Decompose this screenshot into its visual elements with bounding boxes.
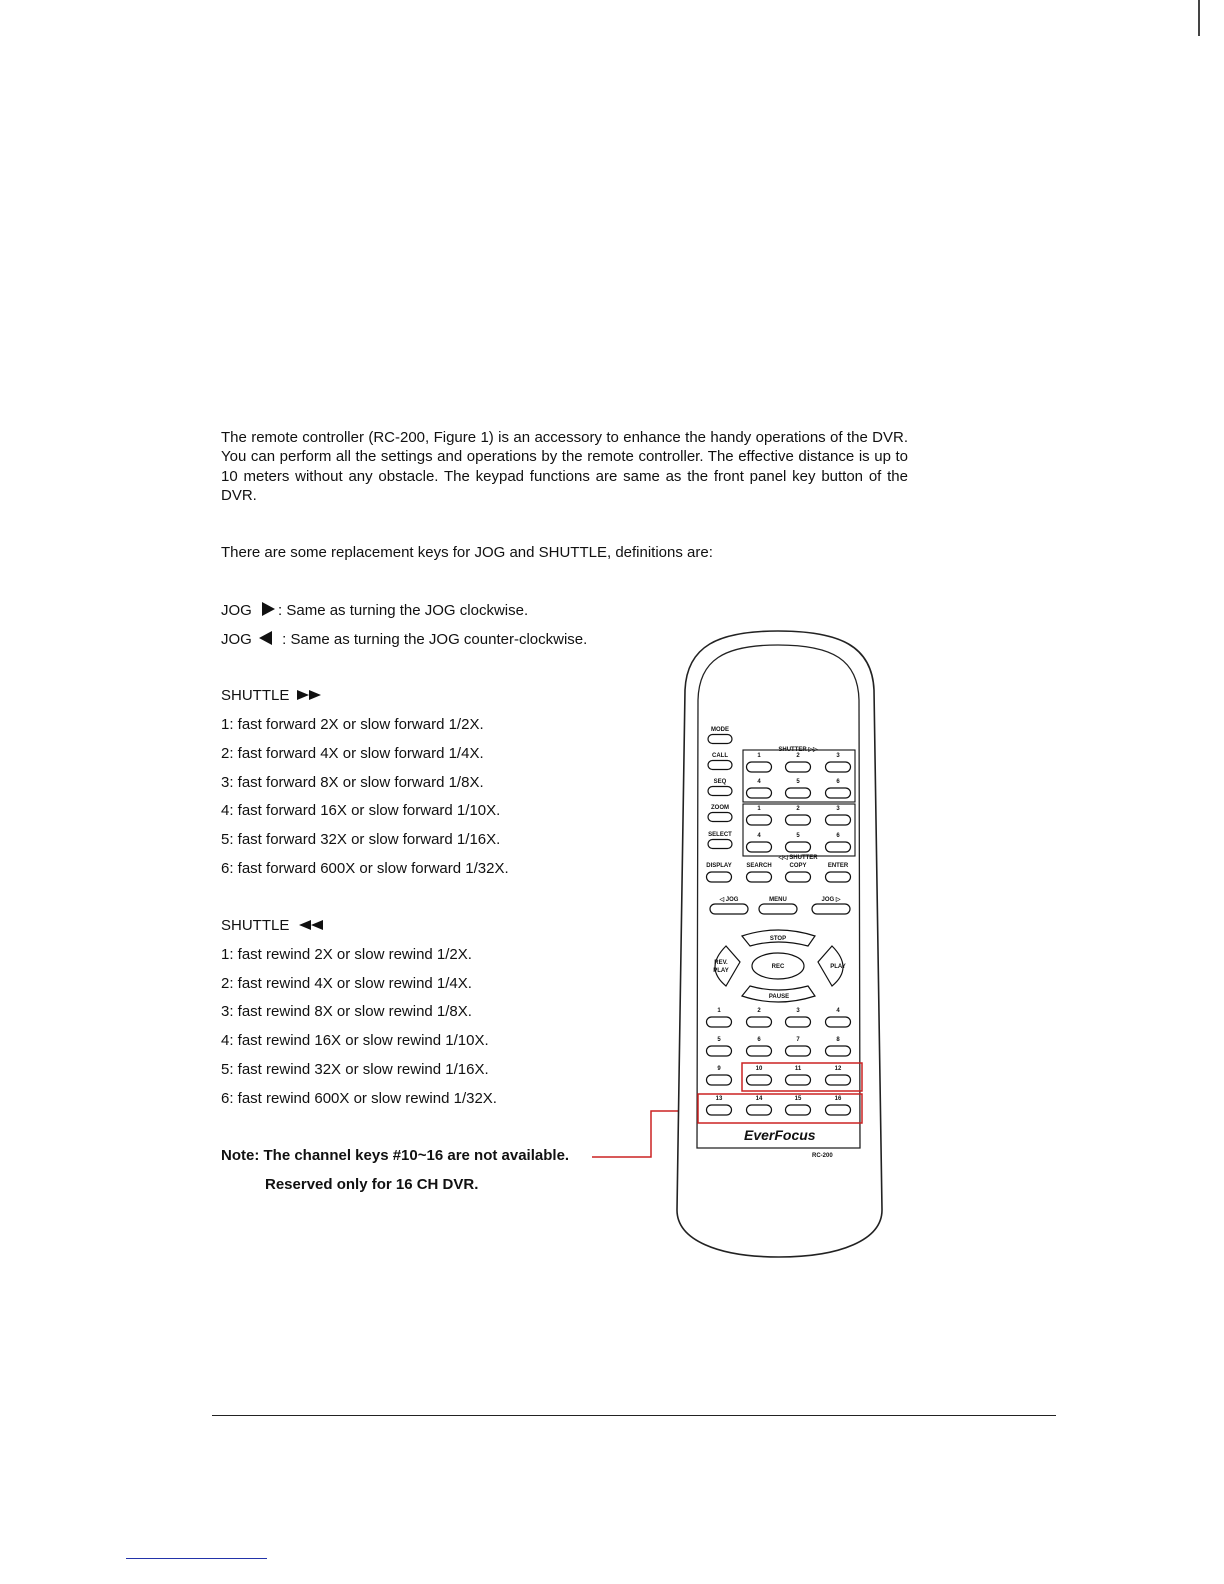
side-key-call[interactable] <box>708 761 732 770</box>
key-label: CALL <box>712 753 728 759</box>
channel-key-5[interactable] <box>707 1046 732 1056</box>
shutter-forward-key-5[interactable] <box>786 788 811 798</box>
key-label: SHUTTER ▷▷ <box>778 747 818 753</box>
replacement-keys-intro: There are some replacement keys for JOG and SHUTTLE, definitions are: <box>221 544 713 561</box>
key-label: SELECT <box>708 832 732 838</box>
key-label: ZOOM <box>711 805 729 811</box>
key-label: ◁ JOG <box>719 897 739 903</box>
key-label: MENU <box>769 897 787 903</box>
function-key-enter[interactable] <box>826 872 851 882</box>
key-label: PLAY <box>713 968 729 974</box>
shuttle-forward-label: SHUTTLE <box>221 687 290 704</box>
list-item: 1: fast rewind 2X or slow rewind 1/2X. <box>221 946 472 963</box>
key-label: 5 <box>796 833 800 839</box>
key-label: 14 <box>755 1096 763 1102</box>
jog-key-0[interactable] <box>710 904 748 914</box>
note-line-1: Note: The channel keys #10~16 are not available. <box>221 1147 570 1164</box>
side-key-select[interactable] <box>708 840 732 849</box>
key-label: 1 <box>717 1008 721 1014</box>
shutter-rewind-key-3[interactable] <box>826 815 851 825</box>
key-label: DISPLAY <box>706 863 732 869</box>
shutter-forward-key-3[interactable] <box>826 762 851 772</box>
key-label: 4 <box>757 833 761 839</box>
channel-key-10[interactable] <box>747 1075 772 1085</box>
key-label: 1 <box>757 806 761 812</box>
key-label: COPY <box>789 863 807 869</box>
key-label: 11 <box>794 1066 802 1072</box>
shutter-rewind-key-1[interactable] <box>747 815 772 825</box>
key-label: MODE <box>711 727 729 733</box>
list-item: 2: fast forward 4X or slow forward 1/4X. <box>221 745 484 762</box>
note-line-2: Reserved only for 16 CH DVR. <box>265 1176 479 1193</box>
side-key-seq[interactable] <box>708 787 732 796</box>
jog-key-2[interactable] <box>812 904 850 914</box>
key-label: 5 <box>796 779 800 785</box>
key-label: ENTER <box>827 863 849 869</box>
key-label: PAUSE <box>768 994 790 1000</box>
key-label: 6 <box>836 833 840 839</box>
key-label: STOP <box>769 936 787 942</box>
key-label: 13 <box>715 1096 723 1102</box>
key-label: 6 <box>836 779 840 785</box>
list-item: 2: fast rewind 4X or slow rewind 1/4X. <box>221 975 472 992</box>
key-label: 1 <box>757 753 761 759</box>
jog-label: JOG <box>221 602 252 619</box>
side-key-mode[interactable] <box>708 735 732 744</box>
list-item: 6: fast rewind 600X or slow rewind 1/32X. <box>221 1090 497 1107</box>
channel-key-2[interactable] <box>747 1017 772 1027</box>
jog-label: JOG <box>221 631 252 648</box>
list-item: 3: fast rewind 8X or slow rewind 1/8X. <box>221 1003 472 1020</box>
footer-rule <box>212 1415 1056 1416</box>
intro-paragraph: The remote controller (RC-200, Figure 1) is an accessory to enhance the handy operations of the DVR. You can perform all the settings and operations by the remote controller. The effective distance is up to 10 meters without any obstacle. The keypad functions are same as the front panel key button of the DVR. <box>221 429 908 504</box>
shutter-rewind-key-4[interactable] <box>747 842 772 852</box>
footnote-rule <box>126 1558 267 1559</box>
jog-counterclockwise-text: : Same as turning the JOG counter-clockwise. <box>278 631 588 648</box>
key-label: 5 <box>717 1037 721 1043</box>
key-label: JOG ▷ <box>821 897 841 903</box>
key-label: 10 <box>755 1066 763 1072</box>
list-item: 4: fast rewind 16X or slow rewind 1/10X. <box>221 1032 489 1049</box>
key-label: 16 <box>834 1096 842 1102</box>
jog-clockwise-text: : Same as turning the JOG clockwise. <box>278 602 529 619</box>
channel-key-7[interactable] <box>786 1046 811 1056</box>
list-item: 1: fast forward 2X or slow forward 1/2X. <box>221 716 484 733</box>
key-label: 3 <box>796 1008 800 1014</box>
shuttle-rewind-label: SHUTTLE <box>221 917 290 934</box>
brand-logo: EverFocus <box>744 1127 816 1143</box>
jog-key-1[interactable] <box>759 904 797 914</box>
key-label: 15 <box>794 1096 802 1102</box>
function-key-copy[interactable] <box>786 872 811 882</box>
channel-key-4[interactable] <box>826 1017 851 1027</box>
key-label: 9 <box>717 1066 721 1072</box>
list-item: 3: fast forward 8X or slow forward 1/8X. <box>221 774 484 791</box>
channel-key-9[interactable] <box>707 1075 732 1085</box>
key-label: 2 <box>757 1008 761 1014</box>
key-label: ◁◁ SHUTTER <box>778 855 818 861</box>
key-label: 4 <box>836 1008 840 1014</box>
callout-arrow <box>592 1111 692 1157</box>
function-key-search[interactable] <box>747 872 772 882</box>
key-label: 2 <box>796 753 800 759</box>
shutter-rewind-key-5[interactable] <box>786 842 811 852</box>
key-label: 4 <box>757 779 761 785</box>
key-label: PLAY <box>830 964 846 970</box>
shutter-forward-key-1[interactable] <box>747 762 772 772</box>
channel-key-12[interactable] <box>826 1075 851 1085</box>
shutter-forward-key-4[interactable] <box>747 788 772 798</box>
key-label: 3 <box>836 806 840 812</box>
key-label: REV. <box>714 960 728 966</box>
list-item: 6: fast forward 600X or slow forward 1/32X. <box>221 860 509 877</box>
list-item: 5: fast forward 32X or slow forward 1/16X. <box>221 831 501 848</box>
channel-key-13[interactable] <box>707 1105 732 1115</box>
key-label: SEARCH <box>746 863 772 869</box>
model-label: RC-200 <box>812 1153 833 1159</box>
key-label: 12 <box>834 1066 842 1072</box>
channel-key-8[interactable] <box>826 1046 851 1056</box>
key-label: 3 <box>836 753 840 759</box>
list-item: 5: fast rewind 32X or slow rewind 1/16X. <box>221 1061 489 1078</box>
channel-key-1[interactable] <box>707 1017 732 1027</box>
channel-key-16[interactable] <box>826 1105 851 1115</box>
side-key-zoom[interactable] <box>708 813 732 822</box>
shutter-rewind-key-2[interactable] <box>786 815 811 825</box>
key-label: 6 <box>757 1037 761 1043</box>
channel-key-6[interactable] <box>747 1046 772 1056</box>
channel-key-14[interactable] <box>747 1105 772 1115</box>
shutter-rewind-key-6[interactable] <box>826 842 851 852</box>
channel-key-15[interactable] <box>786 1105 811 1115</box>
shutter-forward-key-2[interactable] <box>786 762 811 772</box>
key-label: SEQ <box>713 779 727 785</box>
key-label: 8 <box>836 1037 840 1043</box>
key-label: 7 <box>796 1037 800 1043</box>
shutter-forward-key-6[interactable] <box>826 788 851 798</box>
channel-key-11[interactable] <box>786 1075 811 1085</box>
function-key-display[interactable] <box>707 872 732 882</box>
channel-key-3[interactable] <box>786 1017 811 1027</box>
key-label: REC <box>771 964 785 970</box>
key-label: 2 <box>796 806 800 812</box>
list-item: 4: fast forward 16X or slow forward 1/10X. <box>221 802 501 819</box>
